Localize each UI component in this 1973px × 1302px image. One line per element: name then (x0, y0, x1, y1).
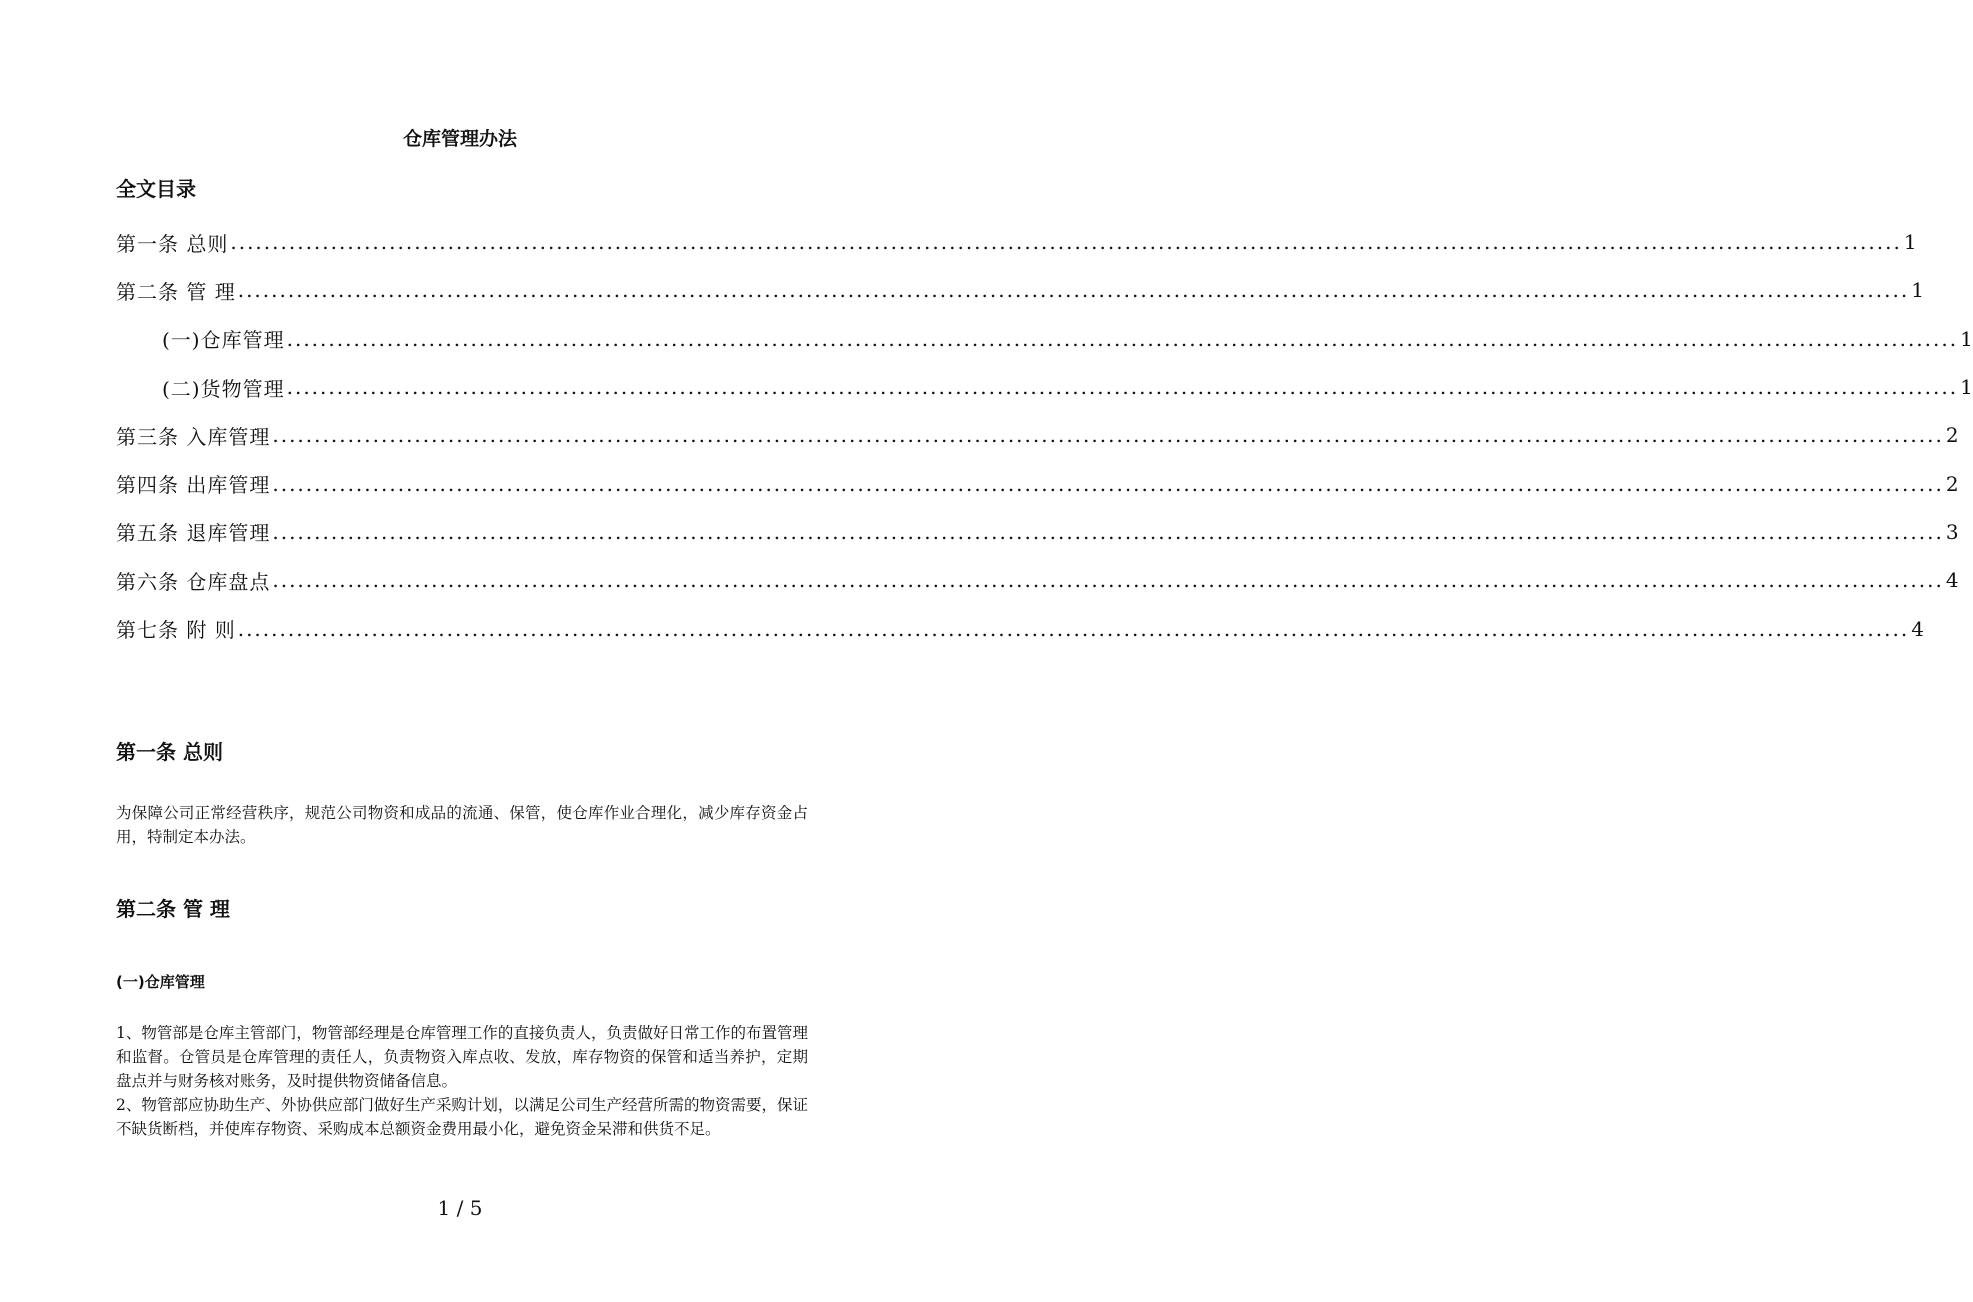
page-number: 1 / 5 (437, 1196, 483, 1220)
toc-entry-page: 3 (1945, 519, 1959, 544)
toc-entry-page: 4 (1911, 616, 1924, 641)
toc-leader-dots: ........................................................................................................................................................................................................ (286, 375, 1959, 400)
toc-entry[interactable] (116, 508, 1959, 556)
toc-entry-page: 1 (1903, 230, 1917, 255)
section-paragraph: 1、物管部是仓库主管部门，物管部经理是仓库管理工作的直接负责人，负责做好日常工作的布置管理和监督。仓管员是仓库管理的责任人，负责物资入库点收、发放，库存物资的保管和适当养护，定期盘点并与财务核对账务，及时提供物资储备信息。 (116, 1024, 808, 1090)
toc-entry-page: 4 (1945, 568, 1959, 593)
toc-leader-dots: ........................................................................................................................................................................................................ (272, 471, 1944, 496)
table-of-contents (116, 218, 1973, 653)
toc-entry-page: 1 (1960, 375, 1973, 400)
toc-entry-label: 第六条 仓库盘点 (116, 569, 271, 594)
toc-leader-dots: ........................................................................................................................................................................................................ (230, 230, 1902, 255)
toc-entry-page: 2 (1945, 423, 1959, 448)
toc-entry-label: 第七条 附 则 (116, 618, 236, 643)
subsection-heading: (一)仓库管理 (116, 973, 205, 991)
toc-heading: 全文目录 (116, 177, 196, 201)
toc-entry[interactable] (116, 266, 1924, 314)
toc-leader-dots: ........................................................................................................................................................................................................ (286, 326, 1959, 351)
toc-entry-page: 1 (1911, 278, 1924, 303)
section-paragraph: 为保障公司正常经营秩序，规范公司物资和成品的流通、保管，使仓库作业合理化，减少库存资金占用，特制定本办法。 (116, 804, 808, 846)
toc-entry-page: 1 (1960, 326, 1973, 351)
toc-entry[interactable] (116, 411, 1959, 459)
toc-entry[interactable] (116, 315, 1973, 363)
toc-entry-label: 第一条 总则 (116, 231, 229, 256)
toc-leader-dots: ........................................................................................................................................................................................................ (272, 423, 1944, 448)
section-heading: 第二条 管 理 (116, 897, 230, 921)
toc-entry-label: 第四条 出库管理 (116, 473, 271, 498)
toc-entry-label: (一)仓库管理 (162, 328, 285, 353)
toc-entry-label: 第二条 管 理 (116, 279, 236, 304)
toc-entry[interactable] (116, 459, 1959, 507)
toc-entry[interactable] (116, 604, 1924, 652)
toc-entry[interactable] (116, 363, 1973, 411)
toc-entry-label: 第三条 入库管理 (116, 424, 271, 449)
toc-leader-dots: ........................................................................................................................................................................................................ (237, 616, 1910, 641)
toc-leader-dots: ........................................................................................................................................................................................................ (272, 568, 1944, 593)
toc-entry-label: (二)货物管理 (162, 376, 285, 401)
toc-entry[interactable] (116, 218, 1917, 266)
toc-entry-page: 2 (1945, 471, 1959, 496)
document-title: 仓库管理办法 (402, 128, 517, 150)
section-paragraph: 2、物管部应协助生产、外协供应部门做好生产采购计划，以满足公司生产经营所需的物资需要，保证不缺货断档，并使库存物资、采购成本总额资金费用最小化，避免资金呆滞和供货不足。 (116, 1096, 808, 1138)
toc-entry[interactable] (116, 556, 1959, 604)
toc-entry-label: 第五条 退库管理 (116, 521, 271, 546)
section-heading: 第一条 总则 (116, 740, 223, 764)
toc-leader-dots: ........................................................................................................................................................................................................ (237, 278, 1910, 303)
toc-leader-dots: ........................................................................................................................................................................................................ (272, 519, 1944, 544)
